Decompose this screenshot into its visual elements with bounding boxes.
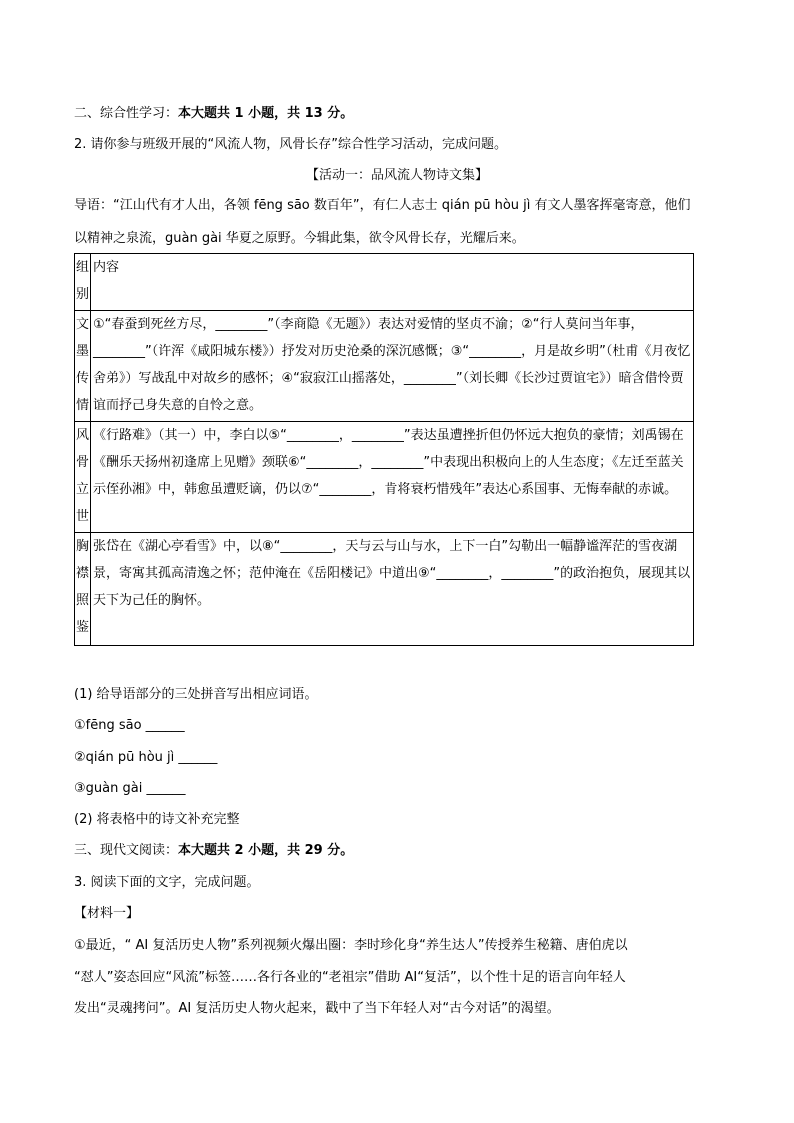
group-char: 照 [75,593,89,608]
table-row [75,533,694,646]
group-cell [75,311,91,422]
content-cell: 张岱在《湖心亭看雪》中，以⑧“________，天与云与山与水，上下一白”勾勒出一幅静谧浑茫的雪夜湖景，寄寓其孤高清逸之怀；范仲淹在《岳阳楼记》中道出⑨“________，________”的政治抱负，展现其以天下为己任的胸怀。 [91,533,694,646]
group-char: 传 [75,371,89,386]
paragraph-line-3: 发出“灵魂拷问”。AI 复活历史人物火起来，戳中了当下年轻人对“古今对话”的渴望。 [74,1001,560,1016]
group-char: 鉴 [75,620,89,635]
group-char: 墨 [75,344,89,359]
group-char: 世 [75,509,89,524]
poem-table [74,253,694,646]
group-char: 情 [75,398,89,413]
group-char: 文 [75,317,89,332]
table-row [75,311,694,422]
q3-prompt: 3. 阅读下面的文字，完成问题。 [74,875,260,890]
answer-line-3: ③guàn gài ______ [74,781,186,796]
paragraph-line-2: “怼人”姿态回应“风流”标签……各行各业的“老祖宗”借助 AI“复活”，以个性十足的语言向年轻人 [74,970,626,985]
subquestion-1: (1) 给导语部分的三处拼音写出相应词语。 [74,687,318,702]
q2-prompt: 2. 请你参与班级开展的“风流人物，风骨长存”综合性学习活动，完成问题。 [74,137,508,152]
header-group-cell [75,254,91,311]
group-char: 风 [75,428,89,443]
group-char: 立 [75,482,89,497]
intro-line-1: 导语：“江山代有才人出，各领 fēng sāo 数百年”，有仁人志士 qián pū hòu jì 有文人墨客挥毫寄意，他们 [74,198,691,213]
group-cell [75,422,91,533]
activity-title: 【活动一：品风流人物诗文集】 [305,168,488,183]
content-cell: 《行路难》（其一）中，李白以⑤“________，________”表达虽遭挫折但仍怀远大抱负的豪情；刘禹锡在《酬乐天扬州初逢席上见赠》颈联⑥“________，________”中表现出积极向上的人生态度；《左迁至蓝关示侄孙湘》中，韩愈虽遭贬谪，仍以⑦“________，肯将衰朽惜残年”表达心系国事、无悔奉献的赤诚。 [91,422,694,533]
answer-line-1: ①fēng sāo ______ [74,718,185,733]
material-title: 【材料一】 [74,906,140,921]
group-char: 胸 [75,539,89,554]
table-header-row [75,254,694,311]
group-cell [75,533,91,646]
section2-heading: 二、综合性学习：本大题共 1 小题，共 13 分。 [74,106,354,121]
table-row [75,422,694,533]
header-content-cell: 内容 [91,254,694,311]
paragraph-line-1: ①最近，“ AI 复活历史人物”系列视频火爆出圈：李时珍化身“养生达人”传授养生秘籍、唐伯虎以 [74,938,628,953]
content-cell: ①“春蚕到死丝方尽，________”（李商隐《无题》）表达对爱情的坚贞不渝；②“行人莫问当年事，________”（许浑《咸阳城东楼》）抒发对历史沧桑的深沉感慨；③“________，月是故乡明”（杜甫《月夜忆舍弟》）写战乱中对故乡的感怀；④“寂寂江山摇落处，________”（刘长卿《长沙过贾谊宅》）暗含借怜贾谊而抒己身失意的自怜之意。 [91,311,694,422]
section3-heading: 三、现代文阅读：本大题共 2 小题，共 29 分。 [74,843,354,858]
group-char: 襟 [75,566,89,581]
answer-line-2: ②qián pū hòu jì ______ [74,750,218,765]
subquestion-2: (2) 将表格中的诗文补充完整 [74,812,240,827]
header-group-char: 组 [75,260,89,275]
group-char: 骨 [75,455,89,470]
header-group-char: 别 [75,287,89,302]
intro-line-2: 以精神之泉流，guàn gài 华夏之原野。今辑此集，欲令风骨长存，光耀后来。 [74,231,525,246]
